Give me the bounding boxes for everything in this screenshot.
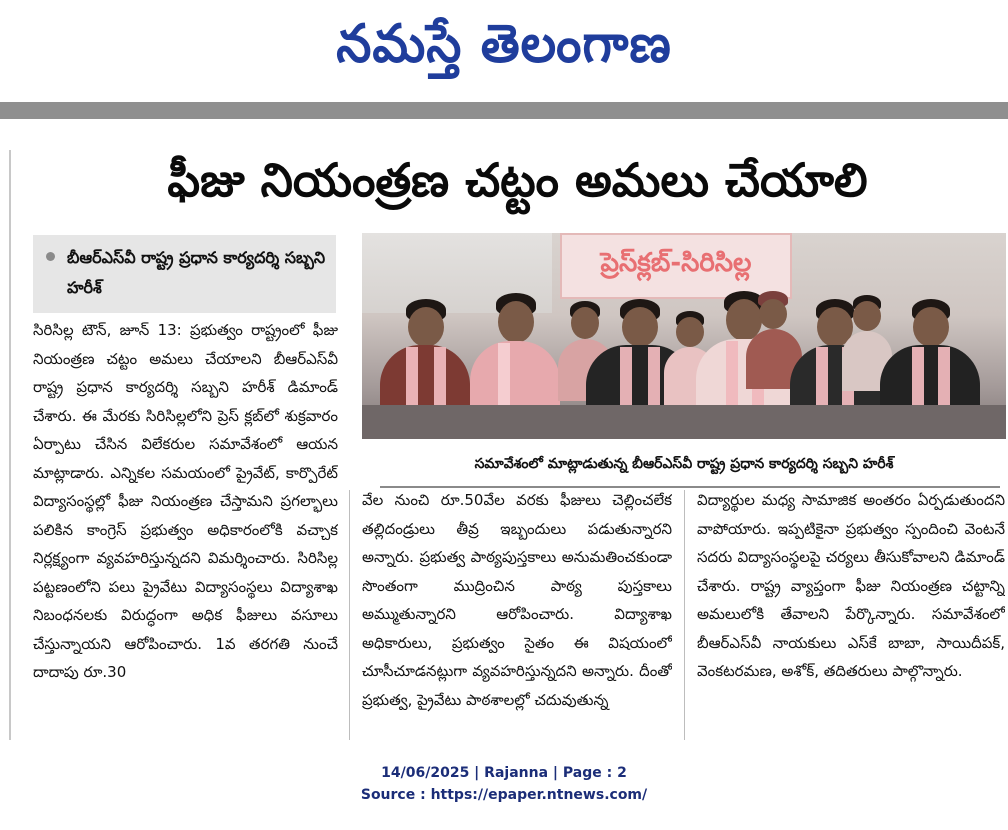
person-figure: [470, 293, 560, 409]
left-margin-rule: [9, 150, 11, 740]
footer-date-line: 14/06/2025 | Rajanna | Page : 2: [381, 765, 627, 781]
article-column-2: [362, 486, 672, 746]
article-subhead: [33, 235, 336, 313]
article-photo: [362, 233, 1006, 439]
bullet-icon: [46, 252, 55, 261]
column-text: వేల నుంచి రూ.50వేల వరకు ఫీజులు చెల్లించలేక తల్లిదండ్రులు తీవ్ర ఇబ్బందులు పడుతున్నారని అన్నారు. ప్రభుత్వ పాఠ్యపుస్తకాలు అనుమతించకుండా సొంతంగా ముద్రించిన పాఠ్య పుస్తకాలు అమ్ముతున్నారని ఆరోపించారు. విద్యాశాఖ అధికారులు, ప్రభుత్వం సైతం ఈ విషయంలో చూసీచూడనట్లుగా వ్యవహరిస్తున్నదని అన్నారు. దీంతో ప్రభుత్వ, ప్రైవేటు పాఠశాలల్లో చదువుతున్న: [362, 491, 672, 709]
masthead: [0, 0, 1008, 100]
newspaper-logo: నమస్తే తెలంగాణ: [336, 12, 672, 74]
column-text: సిరిసిల్ల టౌన్‌, జూన్‌ 13: ప్రభుత్వం రాష్ట్రంలో ఫీజు నియంత్రణ చట్టం అమలు చేయాలని బీఆర్‌ఎస్‌వీ రాష్ట్ర ప్రధాన కార్యదర్శి సబ్బని హరీశ్‌ డిమాండ్‌ చేశారు. ఈ మేరకు సిరిసిల్లలోని ప్రెస్‌ క్లబ్‌లో శుక్రవారం ఏర్పాటు చేసిన విలేకరుల సమావేశంలో ఆయన మాట్లాడారు. ఎన్నికల సమయంలో ప్రైవేట్‌, కార్పొరేట్‌ విద్యాసంస్థల్లో ఫీజు నియంత్రణ చేస్తామని ప్రగల్భాలు పలికిన కాంగ్రెస్‌ ప్రభుత్వం అధికారంలోకి వచ్చాక నిర్లక్ష్యంగా వ్యవహరిస్తున్నదని విమర్శించారు. సిరిసిల్ల పట్టణంలోని పలు ప్రైవేటు విద్యాసంస్థలు విద్యాశాఖ నిబంధనలకు విరుద్ధంగా అధిక ఫీజులు వసూలు చేస్తున్నాయని ఆరోపించారు. 1వ తరగతి నుంచే దాదాపు రూ.30: [33, 321, 338, 681]
article-column-3: [697, 486, 1005, 746]
column-text: విద్యార్థుల మధ్య సామాజిక అంతరం ఏర్పడుతుందని వాపోయారు. ఇప్పటికైనా ప్రభుత్వం స్పందించి వెంటనే సదరు విద్యాసంస్థలపై చర్యలు తీసుకోవాలని డిమాండ్‌ చేశారు. రాష్ట్ర వ్యాప్తంగా ఫీజు నియంత్రణ చట్టాన్ని అమలులోకి తేవాలని పేర్కొన్నారు. సమావేశంలో బీఆర్‌ఎస్‌వీ నాయకులు ఎస్‌కే బాబా, సాయిదీపక్‌, వెంకటరమణ, అశోక్‌, తదితరులు పాల్గొన్నారు.: [697, 491, 1005, 680]
column-divider: [349, 490, 350, 740]
press-table: [362, 405, 1006, 439]
person-figure: [380, 299, 470, 409]
column-divider: [684, 490, 685, 740]
footer-source-line: Source : https://epaper.ntnews.com/: [360, 787, 648, 803]
page-footer: [0, 762, 1008, 812]
subhead-text: బీఆర్‌ఎస్‌వీ రాష్ట్ర ప్రధాన కార్యదర్శి సబ్బని హరీశ్‌: [67, 248, 326, 297]
article-headline: ఫీజు నియంత్రణ చట్టం అమలు చేయాలి: [167, 153, 868, 207]
press-club-banner: ప్రెస్‌క్లబ్‌-సిరిసిల్ల: [560, 233, 792, 299]
person-figure: [880, 299, 980, 411]
article-column-1: [33, 316, 338, 746]
header-divider-band: [0, 102, 1008, 119]
photo-caption: సమావేశంలో మాట్లాడుతున్న బీఆర్‌ఎస్‌వీ రాష్ట్ర ప్రధాన కార్యదర్శి సబ్బని హరీశ్‌: [474, 456, 894, 472]
